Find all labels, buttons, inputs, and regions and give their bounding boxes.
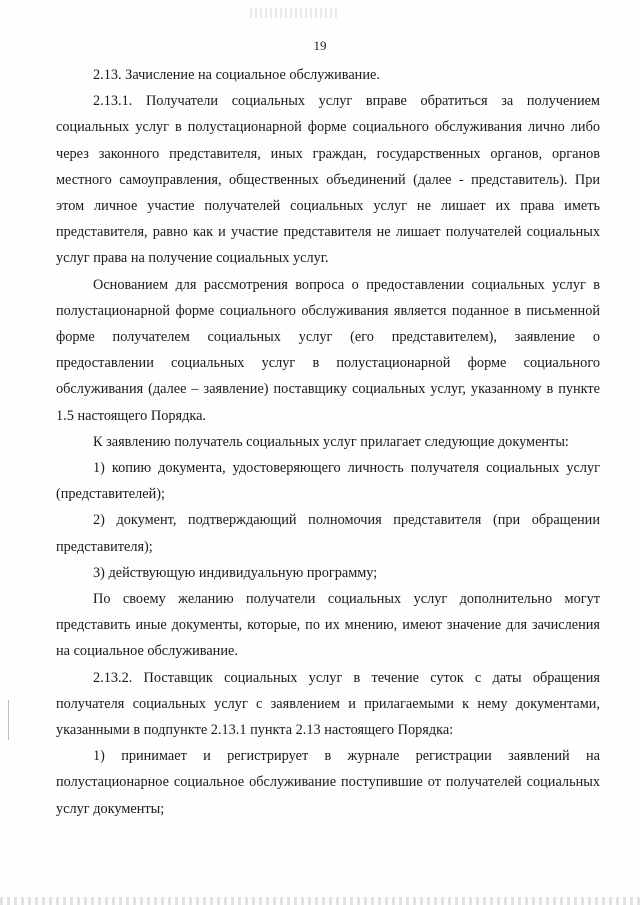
- scan-artifact: [0, 897, 640, 905]
- scan-artifact: [8, 700, 9, 740]
- scan-artifact: [250, 8, 340, 18]
- paragraph: По своему желанию получатели социальных услуг дополнительно могут представить иные документы, которые, по их мнению, имеют значение для зачисления на социальное обслуживание.: [56, 591, 600, 660]
- list-item: 1) принимает и регистрирует в журнале регистрации заявлений на полустационарное социальное обслуживание поступившие от получателей социальных услуг документы;: [56, 748, 600, 817]
- paragraph: 2.13.2. Поставщик социальных услуг в течение суток с даты обращения получателя социальных услуг с заявлением и прилагаемыми к нему документами, указанными в подпункте 2.13.1 пункта 2.13 настоящего Порядка:: [56, 669, 600, 739]
- list-item: 1) копию документа, удостоверяющего личность получателя социальных услуг (представителей);: [56, 460, 600, 503]
- page-number: 19: [313, 38, 327, 53]
- list-item: 3) действующую индивидуальную программу;: [93, 564, 378, 581]
- section-heading: 2.13. Зачисление на социальное обслуживание.: [93, 67, 380, 83]
- paragraph: К заявлению получатель социальных услуг прилагает следующие документы:: [93, 433, 569, 450]
- document-body: [56, 62, 600, 822]
- paragraph: 2.13.1. Получатели социальных услуг вправе обратиться за получением социальных услуг в полустационарной форме социального обслуживания лично либо через законного представителя, иных граждан, государственных органов, органов местного самоуправления, общественных объединений (далее - представитель). При этом личное участие получателей социальных услуг не лишает их права иметь представителя, равно как и участие представителя не лишает получателей социальных услуг права на получение социальных услуг.: [56, 93, 600, 267]
- paragraph: Основанием для рассмотрения вопроса о предоставлении социальных услуг в полустационарной форме социального обслуживания является поданное в письменной форме получателем социальных услуг (его представителем), заявление о предоставлении социальных услуг в полустационарной форме социального обслуживания (далее – заявление) поставщику социальных услуг, указанному в пункте 1.5 настоящего Порядка.: [56, 276, 600, 424]
- list-item: 2) документ, подтверждающий полномочия представителя (при обращении представителя);: [56, 512, 600, 555]
